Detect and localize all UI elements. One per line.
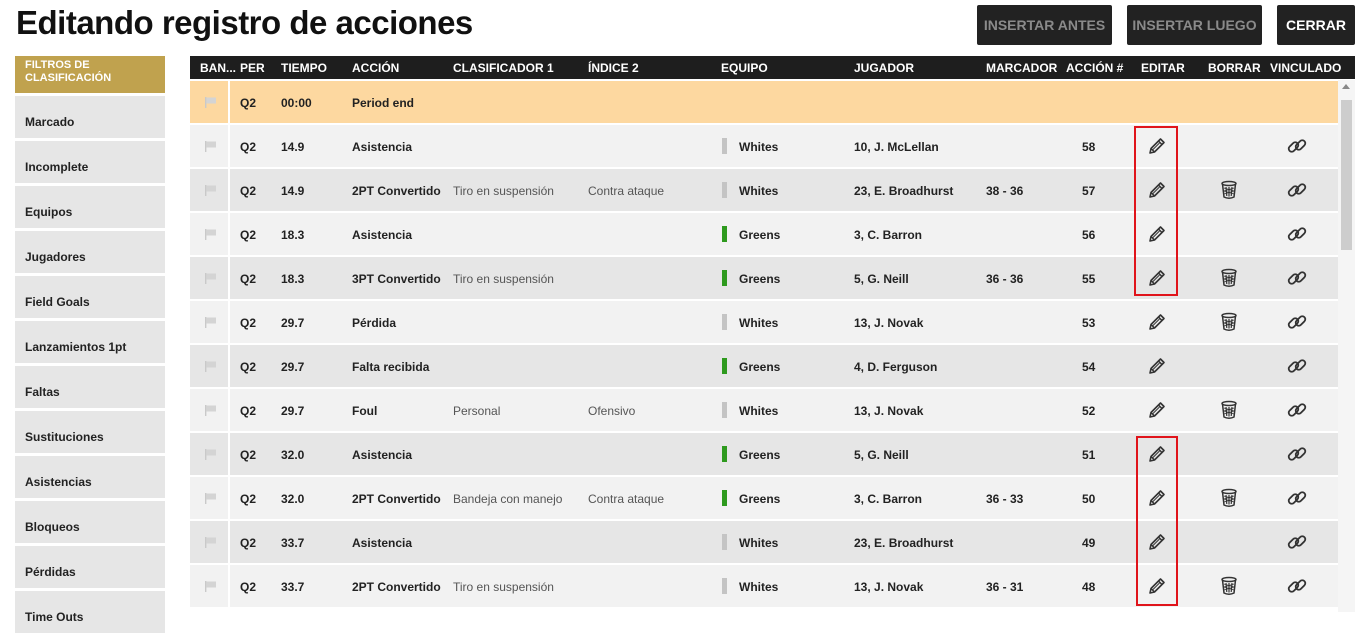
link-icon[interactable]: [1286, 179, 1308, 204]
flag-icon[interactable]: [205, 405, 217, 419]
action-number-cell: 55: [1082, 272, 1096, 286]
time-cell: 32.0: [281, 448, 305, 462]
team-color-swatch: [722, 534, 727, 550]
insert-after-button[interactable]: INSERTAR LUEGO: [1127, 5, 1262, 45]
sidebar-item[interactable]: Faltas: [15, 366, 165, 408]
table-row[interactable]: [190, 477, 1355, 519]
col-player[interactable]: JUGADOR: [854, 61, 915, 75]
action-number-cell: 56: [1082, 228, 1096, 242]
flag-icon[interactable]: [205, 317, 217, 331]
action-number-cell: 50: [1082, 492, 1096, 506]
player-cell: 5, G. Neill: [854, 272, 909, 286]
team-color-swatch: [722, 270, 727, 286]
table-row[interactable]: [190, 345, 1355, 387]
player-cell: 13, J. Novak: [854, 316, 924, 330]
time-cell: 33.7: [281, 536, 305, 550]
table-header: [190, 56, 1355, 79]
team-cell: Whites: [739, 316, 779, 330]
col-action-number[interactable]: ACCIÓN #: [1066, 61, 1124, 75]
period-cell: Q2: [240, 360, 257, 374]
action-number-cell: 51: [1082, 448, 1096, 462]
index-cell: Contra ataque: [588, 184, 665, 198]
action-cell: Period end: [352, 96, 415, 110]
classifier-cell: Tiro en suspensión: [453, 184, 554, 198]
sidebar-header: FILTROS DE CLASIFICACIÓN: [15, 56, 165, 93]
action-cell: Asistencia: [352, 448, 413, 462]
delete-trash-icon[interactable]: [1220, 268, 1238, 291]
flag-icon[interactable]: [205, 273, 217, 287]
action-number-cell: 52: [1082, 404, 1096, 418]
flag-icon[interactable]: [205, 581, 217, 595]
col-time[interactable]: TIEMPO: [281, 61, 328, 75]
link-icon[interactable]: [1286, 355, 1308, 380]
period-cell: Q2: [240, 96, 257, 110]
flag-icon[interactable]: [205, 537, 217, 551]
team-cell: Greens: [739, 492, 781, 506]
row-divider: [228, 565, 230, 607]
delete-trash-icon[interactable]: [1220, 400, 1238, 423]
col-period[interactable]: PER: [240, 61, 265, 75]
team-cell: Whites: [739, 580, 779, 594]
team-cell: Whites: [739, 536, 779, 550]
score-cell: 36 - 31: [986, 580, 1024, 594]
edit-pencil-icon[interactable]: [1147, 400, 1167, 423]
col-linked: VINCULADO: [1270, 61, 1342, 75]
action-cell: Asistencia: [352, 140, 413, 154]
index-cell: Contra ataque: [588, 492, 665, 506]
player-cell: 23, E. Broadhurst: [854, 184, 954, 198]
col-team[interactable]: EQUIPO: [721, 61, 768, 75]
period-cell: Q2: [240, 316, 257, 330]
insert-before-button[interactable]: INSERTAR ANTES: [977, 5, 1112, 45]
time-cell: 33.7: [281, 580, 305, 594]
link-icon[interactable]: [1286, 399, 1308, 424]
action-number-cell: 48: [1082, 580, 1096, 594]
delete-trash-icon[interactable]: [1220, 488, 1238, 511]
period-cell: Q2: [240, 184, 257, 198]
col-index[interactable]: ÍNDICE 2: [588, 61, 639, 75]
table-row[interactable]: [190, 565, 1355, 607]
period-cell: Q2: [240, 404, 257, 418]
link-icon[interactable]: [1286, 575, 1308, 600]
table-row[interactable]: [190, 213, 1355, 255]
link-icon[interactable]: [1286, 443, 1308, 468]
classifier-cell: Tiro en suspensión: [453, 272, 554, 286]
row-divider: [228, 213, 230, 255]
action-cell: 2PT Convertido: [352, 184, 441, 198]
row-divider: [228, 389, 230, 431]
row-divider: [228, 257, 230, 299]
link-icon[interactable]: [1286, 531, 1308, 556]
team-color-swatch: [722, 138, 727, 154]
link-icon[interactable]: [1286, 223, 1308, 248]
filter-sidebar: [15, 56, 165, 633]
flag-icon[interactable]: [205, 141, 217, 155]
time-cell: 29.7: [281, 316, 305, 330]
period-cell: Q2: [240, 272, 257, 286]
action-number-cell: 49: [1082, 536, 1096, 550]
row-divider: [228, 169, 230, 211]
row-divider: [228, 125, 230, 167]
period-cell: Q2: [240, 536, 257, 550]
player-cell: 3, C. Barron: [854, 492, 923, 506]
team-cell: Greens: [739, 272, 781, 286]
row-divider: [228, 477, 230, 519]
action-cell: Pérdida: [352, 316, 397, 330]
flag-icon[interactable]: [205, 493, 217, 507]
team-color-swatch: [722, 226, 727, 242]
edit-pencil-icon[interactable]: [1147, 356, 1167, 379]
team-cell: Greens: [739, 228, 781, 242]
time-cell: 29.7: [281, 360, 305, 374]
period-cell: Q2: [240, 228, 257, 242]
time-cell: 14.9: [281, 184, 305, 198]
actions-table: [190, 56, 1355, 607]
period-cell: Q2: [240, 448, 257, 462]
flag-icon[interactable]: [205, 229, 217, 243]
team-color-swatch: [722, 402, 727, 418]
player-cell: 13, J. Novak: [854, 580, 924, 594]
table-row[interactable]: [190, 257, 1355, 299]
sidebar-item[interactable]: Incomplete: [15, 141, 165, 183]
col-flag[interactable]: BAN...: [200, 61, 236, 75]
team-color-swatch: [722, 182, 727, 198]
flag-icon[interactable]: [205, 449, 217, 463]
delete-trash-icon[interactable]: [1220, 576, 1238, 599]
sidebar-item[interactable]: Equipos: [15, 186, 165, 228]
table-row[interactable]: [190, 433, 1355, 475]
row-divider: [228, 521, 230, 563]
period-cell: Q2: [240, 580, 257, 594]
time-cell: 14.9: [281, 140, 305, 154]
period-cell: Q2: [240, 492, 257, 506]
action-cell: 2PT Convertido: [352, 580, 441, 594]
period-cell: Q2: [240, 140, 257, 154]
classifier-cell: Tiro en suspensión: [453, 580, 554, 594]
team-cell: Whites: [739, 404, 779, 418]
sidebar-item[interactable]: Time Outs: [15, 591, 165, 633]
scroll-up-icon[interactable]: [1342, 84, 1350, 89]
edit-highlight-box-2: [1136, 436, 1178, 606]
col-score[interactable]: MARCADOR: [986, 61, 1058, 75]
action-cell: Asistencia: [352, 536, 413, 550]
link-icon[interactable]: [1286, 311, 1308, 336]
table-row[interactable]: [190, 125, 1355, 167]
action-cell: 2PT Convertido: [352, 492, 441, 506]
team-cell: Greens: [739, 448, 781, 462]
player-cell: 10, J. McLellan: [854, 140, 939, 154]
table-row[interactable]: [190, 169, 1355, 211]
link-icon[interactable]: [1286, 267, 1308, 292]
edit-highlight-box-1: [1134, 126, 1178, 296]
link-icon[interactable]: [1286, 487, 1308, 512]
time-cell: 29.7: [281, 404, 305, 418]
time-cell: 18.3: [281, 272, 305, 286]
player-cell: 3, C. Barron: [854, 228, 923, 242]
action-cell: Foul: [352, 404, 378, 418]
action-number-cell: 57: [1082, 184, 1096, 198]
flag-icon[interactable]: [205, 361, 217, 375]
team-cell: Whites: [739, 184, 779, 198]
player-cell: 4, D. Ferguson: [854, 360, 938, 374]
flag-icon[interactable]: [205, 185, 217, 199]
edit-pencil-icon[interactable]: [1147, 312, 1167, 335]
page-title: Editando registro de acciones: [16, 4, 473, 41]
table-row[interactable]: [190, 521, 1355, 563]
time-cell: 32.0: [281, 492, 305, 506]
sidebar-item[interactable]: Asistencias: [15, 456, 165, 498]
sidebar-item[interactable]: Bloqueos: [15, 501, 165, 543]
action-cell: 3PT Convertido: [352, 272, 441, 286]
score-cell: 38 - 36: [986, 184, 1024, 198]
team-color-swatch: [722, 490, 727, 506]
table-row[interactable]: [190, 389, 1355, 431]
table-row-selected[interactable]: [190, 81, 1355, 123]
table-scrollbar[interactable]: [1338, 80, 1355, 612]
team-color-swatch: [722, 358, 727, 374]
delete-trash-icon[interactable]: [1220, 180, 1238, 203]
row-divider: [228, 433, 230, 475]
player-cell: 13, J. Novak: [854, 404, 924, 418]
action-cell: Falta recibida: [352, 360, 430, 374]
col-action[interactable]: ACCIÓN: [352, 61, 400, 75]
sidebar-item[interactable]: Pérdidas: [15, 546, 165, 588]
team-color-swatch: [722, 446, 727, 462]
scrollbar-thumb[interactable]: [1341, 100, 1352, 250]
classifier-cell: Personal: [453, 404, 501, 418]
flag-icon[interactable]: [205, 97, 217, 111]
time-cell: 18.3: [281, 228, 305, 242]
row-divider: [228, 81, 230, 123]
sidebar-item[interactable]: Marcado: [15, 96, 165, 138]
time-cell: 00:00: [281, 96, 312, 110]
score-cell: 36 - 36: [986, 272, 1024, 286]
team-cell: Greens: [739, 360, 781, 374]
sidebar-item[interactable]: Jugadores: [15, 231, 165, 273]
player-cell: 5, G. Neill: [854, 448, 909, 462]
table-row[interactable]: [190, 301, 1355, 343]
index-cell: Ofensivo: [588, 404, 636, 418]
score-cell: 36 - 33: [986, 492, 1024, 506]
link-icon[interactable]: [1286, 135, 1308, 160]
col-classifier[interactable]: CLASIFICADOR 1: [453, 61, 554, 75]
team-color-swatch: [722, 314, 727, 330]
row-divider: [228, 345, 230, 387]
row-divider: [228, 301, 230, 343]
sidebar-item[interactable]: Sustituciones: [15, 411, 165, 453]
col-delete: BORRAR: [1208, 61, 1261, 75]
col-edit: EDITAR: [1141, 61, 1185, 75]
classifier-cell: Bandeja con manejo: [453, 492, 563, 506]
action-number-cell: 58: [1082, 140, 1096, 154]
delete-trash-icon[interactable]: [1220, 312, 1238, 335]
action-cell: Asistencia: [352, 228, 413, 242]
close-button[interactable]: CERRAR: [1277, 5, 1355, 45]
team-cell: Whites: [739, 140, 779, 154]
sidebar-item[interactable]: Lanzamientos 1pt: [15, 321, 165, 363]
action-number-cell: 54: [1082, 360, 1096, 374]
sidebar-item[interactable]: Field Goals: [15, 276, 165, 318]
action-number-cell: 53: [1082, 316, 1096, 330]
team-color-swatch: [722, 578, 727, 594]
player-cell: 23, E. Broadhurst: [854, 536, 954, 550]
